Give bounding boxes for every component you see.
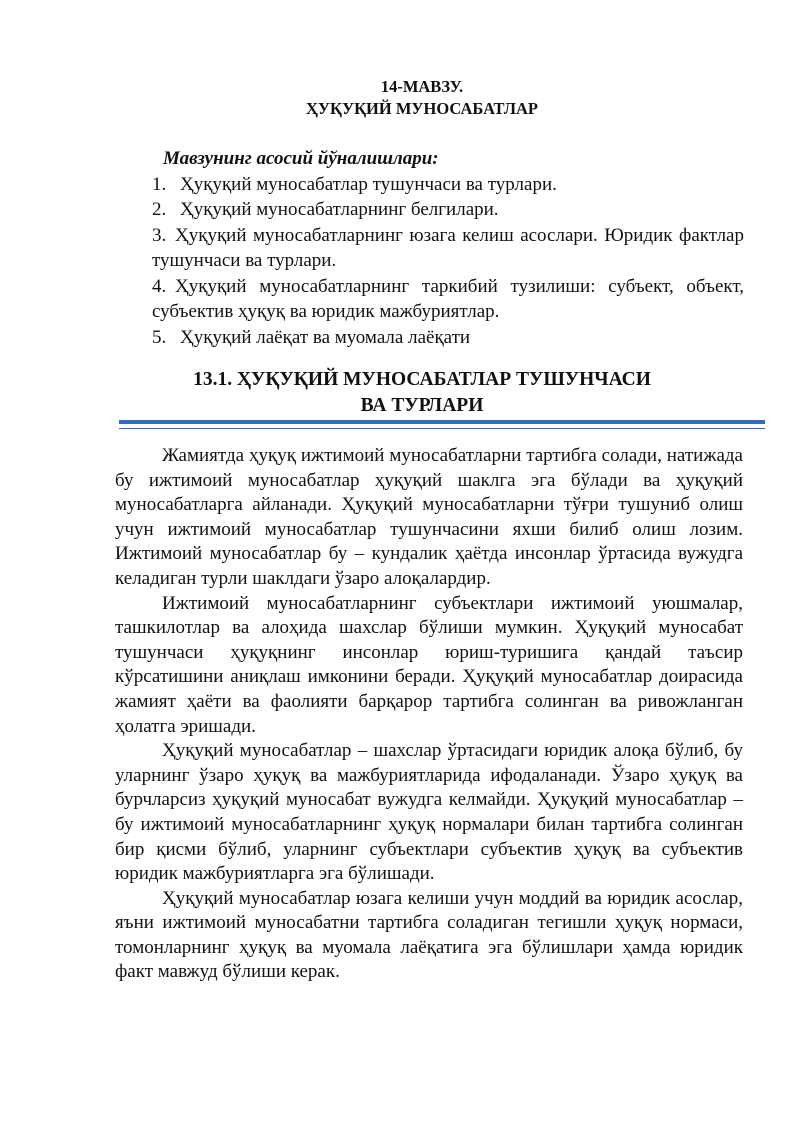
topic-title: ҲУҚУҚИЙ МУНОСАБАТЛАР	[305, 99, 539, 118]
main-directions	[152, 146, 744, 350]
directions-title: Мавзунинг асосий йўналишлари:	[163, 148, 439, 169]
paragraph: Ижтимоий муносабатларнинг субъектлари ижтимоий уюшмалар, ташкилотлар ва алоҳида шахслар бўлиши мумкин. Ҳуқуқий муносабат тушунчаси ҳуқуқнинг инсонлар юриш-туришига қандай таъсир кўрсатишини аниқлаш имконини беради. Ҳуқуқий муносабатлар доирасида жамият ҳаёти ва фаолияти барқарор тартибга солинган ва ривожланган ҳолатга эришади.	[115, 592, 743, 737]
topic-number: 14-МАВЗУ.	[380, 77, 464, 96]
list-item	[152, 274, 744, 325]
list-item-number: 4.	[152, 275, 167, 297]
list-item-number: 5.	[152, 326, 167, 348]
list-item-text: Ҳуқуқий муносабатларнинг таркибий тузилиши: субъект, объект, субъектив ҳуқуқ ва юридик мажбуриятлар.	[152, 275, 744, 322]
body-text	[115, 444, 743, 985]
section-heading	[0, 367, 800, 419]
paragraph: Жамиятда ҳуқуқ ижтимоий муносабатларни тартибга солади, натижада бу ижтимоий муносабатлар ҳуқуқий шаклга эга бўлади ва ҳуқуқий муносабатларга айланади. Ҳуқуқий муносабатларни тўғри тушуниб олиш учун ижтимоий муносабатлар тушунчасини яхши билиб олиш лозим. Ижтимоий муносабатлар бу – кундалик ҳаётда инсонлар ўртасида вужудга келадиган турли шаклдаги ўзаро алоқалардир.	[115, 445, 743, 589]
section-title-line-1: 13.1. ҲУҚУҚИЙ МУНОСАБАТЛАР ТУШУНЧАСИ	[193, 369, 651, 390]
list-item-text: Ҳуқуқий муносабатлар тушунчаси ва турлари.	[180, 173, 557, 195]
list-item-text: Ҳуқуқий муносабатларнинг юзага келиш асослари. Юридик фактлар тушунчаси ва турлари.	[152, 224, 744, 271]
paragraph: Ҳуқуқий муносабатлар – шахслар ўртасидаги юридик алоқа бўлиб, бу уларнинг ўзаро ҳуқуқ ва мажбуриятларида ифодаланади. Ўзаро ҳуқуқ ва бурчларсиз ҳуқуқий муносабат вужудга келмайди. Ҳуқуқий муносабатлар – бу ижтимоий муносабатларнинг ҳуқуқ нормалари билан тартибга солинган бир қисми бўлиб, уларнинг субъектлари субъектив ҳуқуқ ва субъектив юридик мажбуриятларга эга бўлишади.	[115, 740, 743, 885]
list-item	[152, 223, 744, 274]
list-item	[152, 197, 744, 223]
list-item	[152, 325, 744, 351]
paragraph: Ҳуқуқий муносабатлар юзага келиши учун моддий ва юридик асослар, яъни ижтимоий муносабатни тартибга соладиган тегишли ҳуқуқ нормаси, томонларнинг ҳуқуқ ва муомала лаёқатига эга бўлишлари ҳамда юридик факт мавжуд бўлиши керак.	[115, 887, 743, 983]
list-item-number: 1.	[152, 173, 167, 195]
heading-divider-thin	[119, 428, 765, 429]
topic-header	[0, 76, 800, 120]
section-title-line-2: ВА ТУРЛАРИ	[360, 395, 484, 416]
list-item	[152, 172, 744, 198]
list-item-text: Ҳуқуқий муносабатларнинг белгилари.	[180, 199, 499, 220]
list-item-number: 2.	[152, 199, 167, 220]
heading-divider-thick	[119, 420, 765, 424]
list-item-number: 3.	[152, 224, 167, 246]
list-item-text: Ҳуқуқий лаёқат ва муомала лаёқати	[180, 326, 471, 348]
directions-list	[152, 172, 744, 351]
